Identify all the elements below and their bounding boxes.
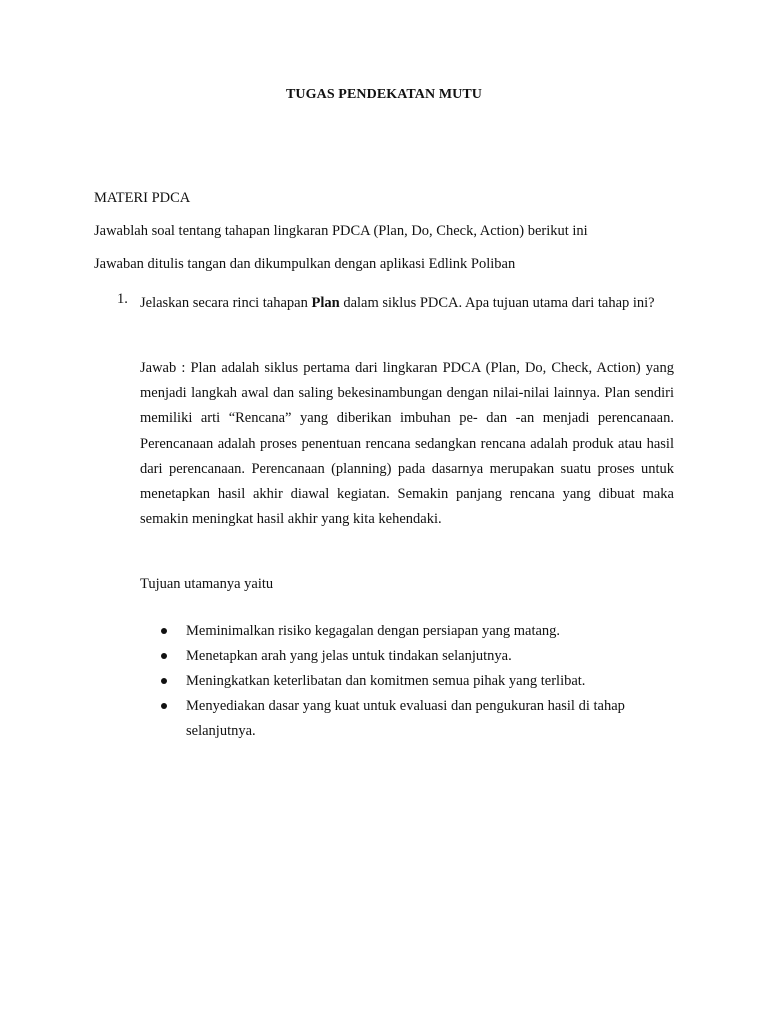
answer-paragraph: Jawab : Plan adalah siklus pertama dari lingkaran PDCA (Plan, Do, Check, Action) yang menjadi langkah awal dan saling bekesinambungan dengan nilai-nilai lainnya. Plan sendiri memiliki arti “Rencana” yang diberikan imbuhan pe- dan -an menjadi perencanaan. Perencanaan adalah proses penentuan rencana sedangkan rencana adalah produk atau hasil dari perencanaan. Perencanaan (planning) pada dasarnya merupakan suatu proses untuk menetapkan hasil akhir diawal kegiatan. Semakin panjang rencana yang dibuat maka semakin meningkat hasil akhir yang kita kehendaki. — [140, 360, 674, 528]
bullet-icon — [161, 653, 167, 659]
bullet-icon — [161, 628, 167, 634]
list-item-text: Meningkatkan keterlibatan dan komitmen semua pihak yang terlibat. — [186, 673, 586, 689]
document-title: TUGAS PENDEKATAN MUTU — [285, 87, 483, 102]
question-number: 1. — [117, 291, 128, 307]
list-item — [140, 669, 680, 694]
list-item-text: Meminimalkan risiko kegagalan dengan persiapan yang matang. — [186, 623, 561, 639]
list-item — [140, 619, 680, 644]
list-item-text: Menyediakan dasar yang kuat untuk evaluasi dan pengukuran hasil di tahap selanjutnya. — [186, 698, 625, 739]
purpose-heading: Tujuan utamanya yaitu — [140, 576, 274, 592]
question-text-part: Jelaskan secara rinci tahapan — [140, 295, 312, 311]
question-text-part: dalam siklus PDCA. Apa tujuan utama dari tahap ini? — [339, 295, 655, 311]
question-keyword: Plan — [311, 295, 340, 311]
instruction-line: Jawablah soal tentang tahapan lingkaran PDCA (Plan, Do, Check, Action) berikut ini — [94, 223, 588, 239]
list-item-text: Menetapkan arah yang jelas untuk tindakan selanjutnya. — [186, 648, 512, 664]
purpose-list — [140, 619, 680, 744]
bullet-icon — [161, 703, 167, 709]
list-item — [140, 644, 680, 669]
section-heading: MATERI PDCA — [94, 190, 191, 206]
instruction-line: Jawaban ditulis tangan dan dikumpulkan dengan aplikasi Edlink Poliban — [94, 256, 516, 272]
list-item — [140, 694, 680, 744]
question-text — [140, 291, 680, 316]
bullet-icon — [161, 678, 167, 684]
